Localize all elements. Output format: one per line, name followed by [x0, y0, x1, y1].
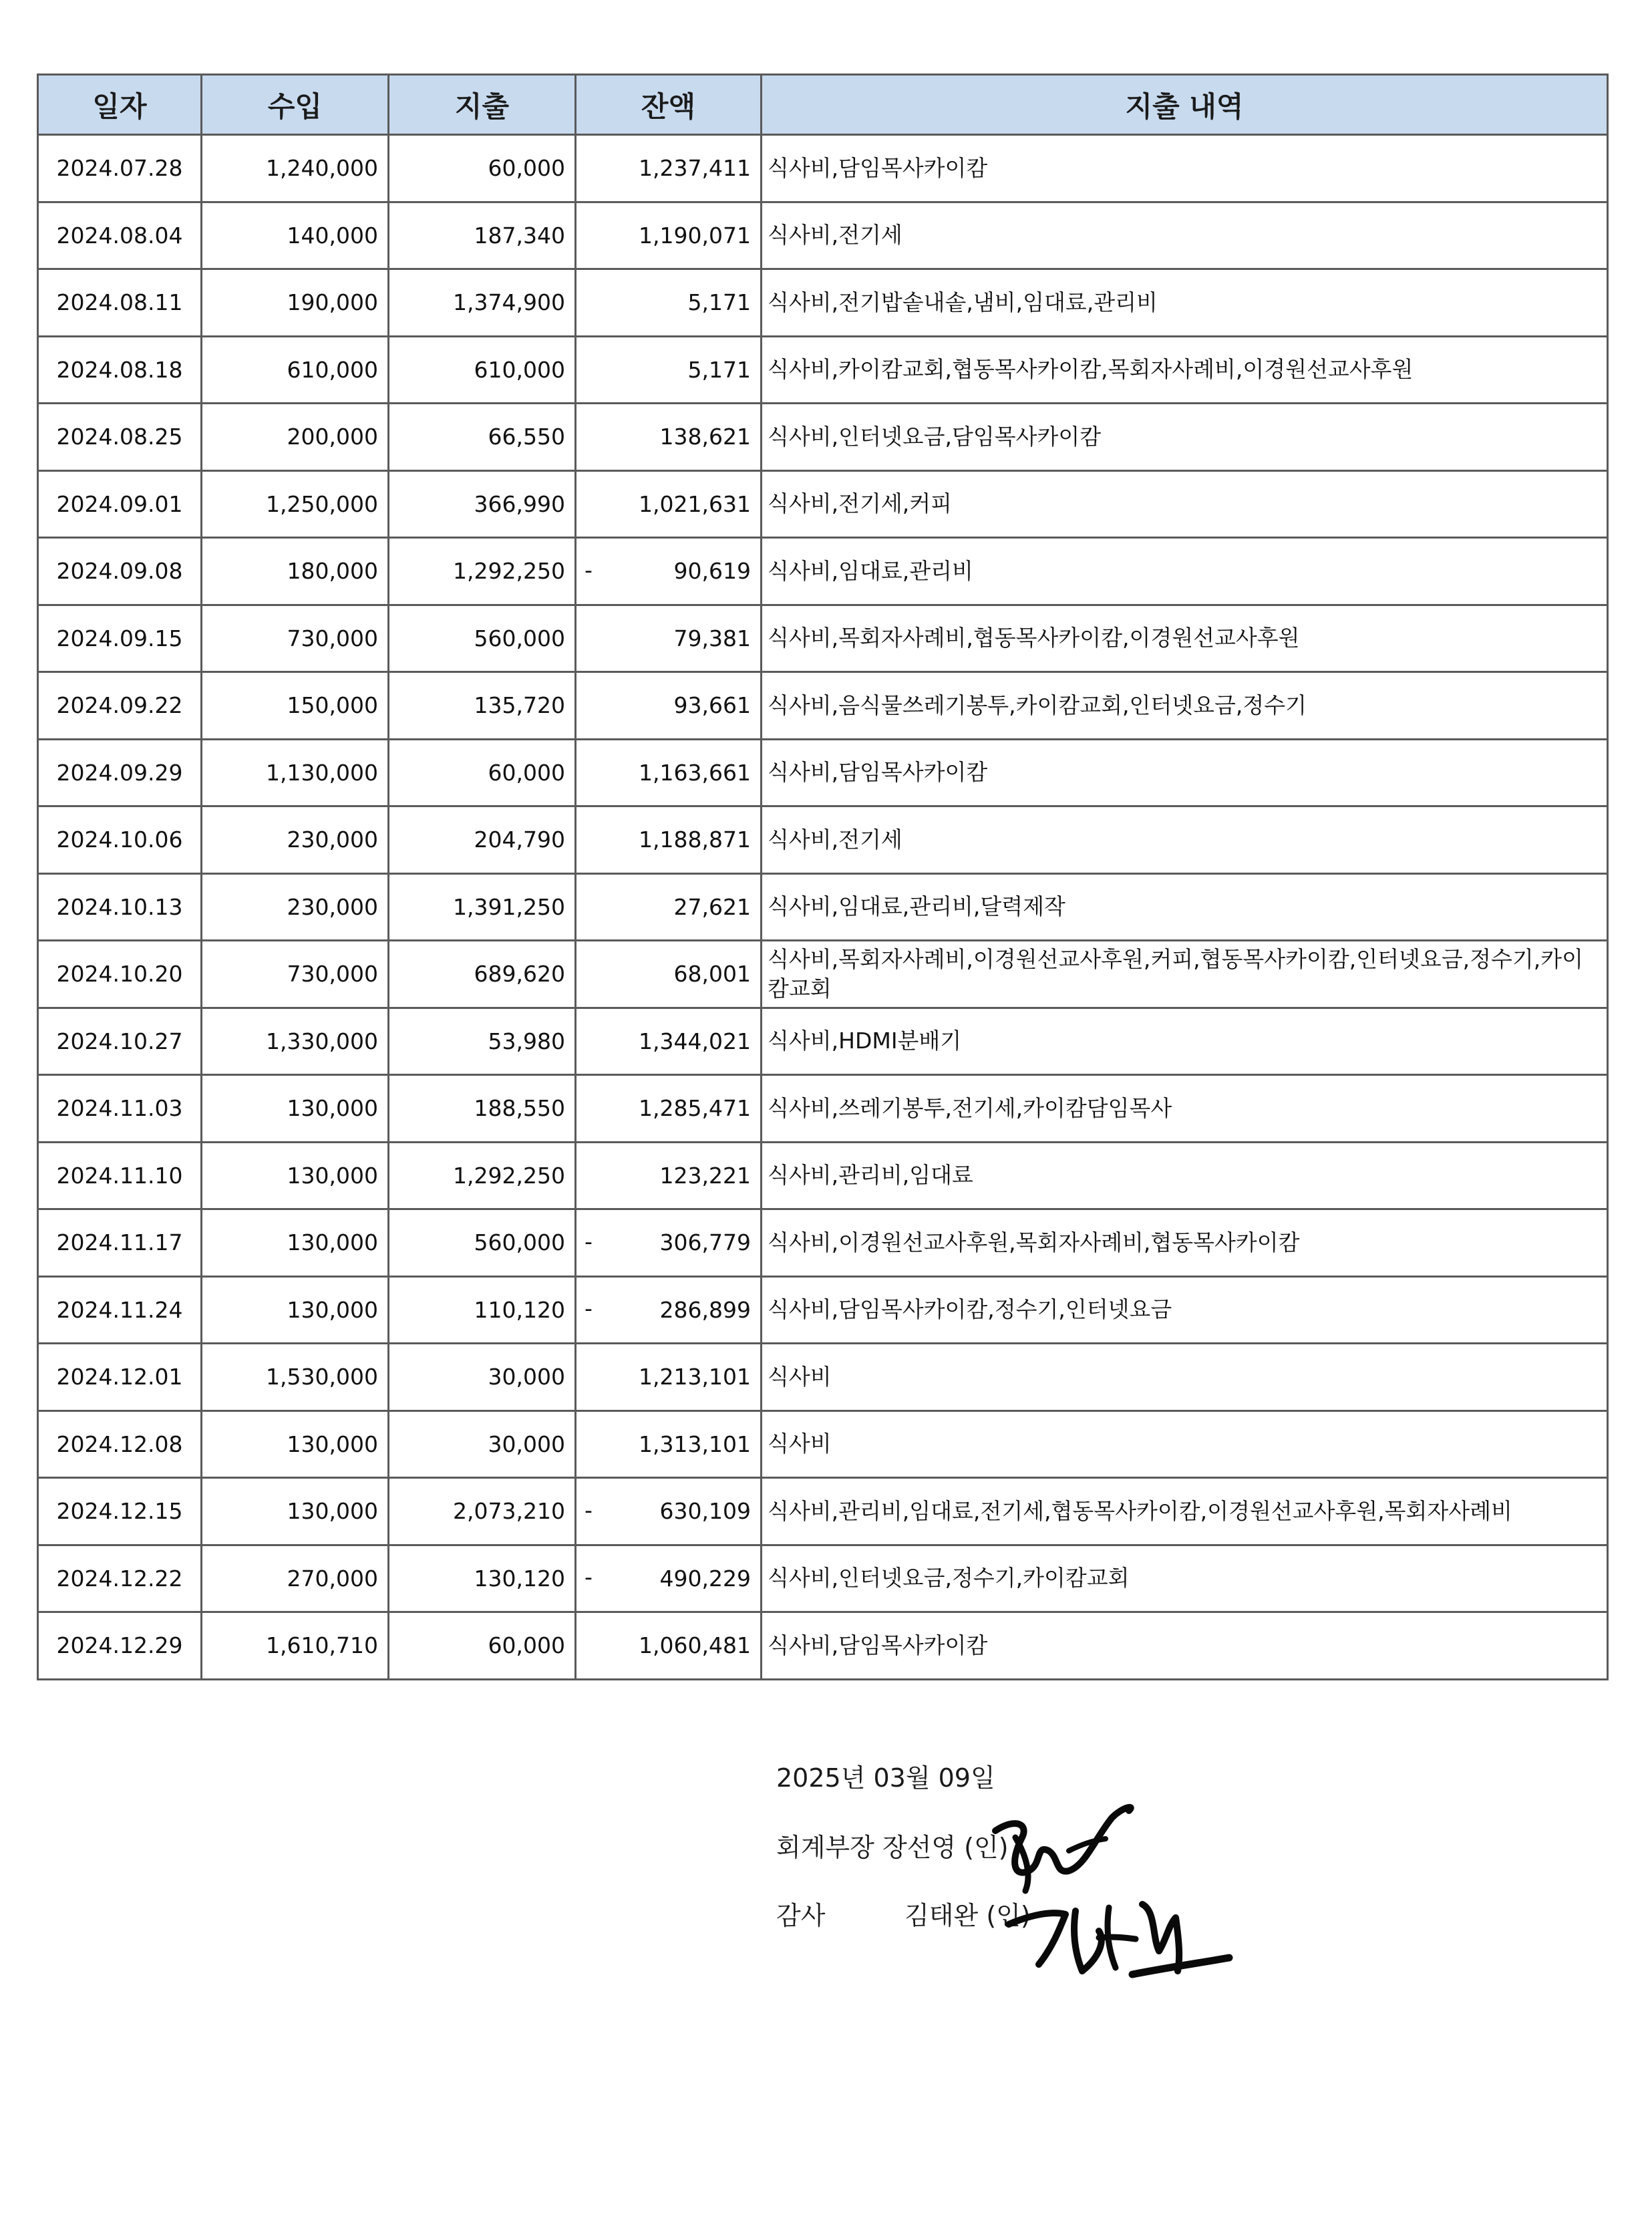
description-cell: 식사비,인터넷요금,담임목사카이캄 [762, 404, 1608, 471]
balance-value: 1,285,471 [639, 1095, 751, 1122]
balance-value: 1,021,631 [639, 490, 751, 517]
income-cell: 270,000 [202, 1545, 389, 1612]
date-cell: 2024.09.08 [38, 538, 202, 605]
table-row [38, 404, 1608, 471]
date-cell: 2024.12.22 [38, 1545, 202, 1612]
income-cell: 230,000 [202, 873, 389, 941]
header-balance: 잔액 [576, 75, 762, 135]
table-row [38, 269, 1608, 337]
table-row [38, 941, 1608, 1008]
date-cell: 2024.10.20 [38, 941, 202, 1008]
date-cell: 2024.09.22 [38, 672, 202, 740]
table-row [38, 1410, 1608, 1478]
income-cell: 130,000 [202, 1410, 389, 1478]
date-cell: 2024.08.11 [38, 269, 202, 337]
description-cell: 식사비,임대료,관리비,달력제작 [762, 873, 1608, 941]
balance-value: 490,229 [659, 1565, 751, 1592]
expense-cell: 53,980 [389, 1008, 576, 1075]
table-row [38, 1008, 1608, 1075]
description-cell: 식사비,담임목사카이캄 [762, 1612, 1608, 1680]
table-row [38, 538, 1608, 605]
balance-value: 5,171 [687, 356, 751, 383]
expense-cell: 1,374,900 [389, 269, 576, 337]
expense-cell: 689,620 [389, 941, 576, 1008]
description-cell: 식사비,HDMI분배기 [762, 1008, 1608, 1075]
date-cell: 2024.10.27 [38, 1008, 202, 1075]
balance-value: 123,221 [659, 1162, 751, 1189]
income-cell: 200,000 [202, 404, 389, 471]
description-cell: 식사비,담임목사카이캄,정수기,인터넷요금 [762, 1276, 1608, 1344]
income-cell: 140,000 [202, 202, 389, 269]
expense-cell: 560,000 [389, 1209, 576, 1277]
auditor-seal: (인) [986, 1901, 1031, 1930]
expense-cell: 1,391,250 [389, 873, 576, 941]
description-cell: 식사비,음식물쓰레기봉투,카이캄교회,인터넷요금,정수기 [762, 672, 1608, 740]
balance-value: 1,237,411 [639, 155, 751, 182]
balance-value: 138,621 [659, 424, 751, 450]
income-cell: 130,000 [202, 1478, 389, 1545]
expense-cell: 135,720 [389, 672, 576, 740]
expense-cell: 610,000 [389, 336, 576, 404]
description-cell: 식사비,카이캄교회,협동목사카이캄,목회자사례비,이경원선교사후원 [762, 336, 1608, 404]
balance-value: 1,060,481 [639, 1632, 751, 1659]
date-cell: 2024.07.28 [38, 135, 202, 202]
balance-cell [576, 1478, 762, 1545]
date-cell: 2024.12.01 [38, 1344, 202, 1411]
balance-cell [576, 404, 762, 471]
date-cell: 2024.11.24 [38, 1276, 202, 1344]
income-cell: 730,000 [202, 941, 389, 1008]
expense-cell: 188,550 [389, 1075, 576, 1143]
balance-cell [576, 605, 762, 672]
expense-cell: 366,990 [389, 470, 576, 538]
balance-cell [576, 470, 762, 538]
balance-cell [576, 739, 762, 806]
balance-value: 630,109 [659, 1498, 751, 1525]
negative-sign: - [585, 1228, 593, 1255]
balance-cell [576, 202, 762, 269]
expense-cell: 30,000 [389, 1410, 576, 1478]
income-cell: 130,000 [202, 1276, 389, 1344]
income-cell: 230,000 [202, 806, 389, 874]
income-cell: 730,000 [202, 605, 389, 672]
expense-cell: 2,073,210 [389, 1478, 576, 1545]
expense-cell: 30,000 [389, 1344, 576, 1411]
expense-cell: 130,120 [389, 1545, 576, 1612]
description-cell: 식사비,전기세,커피 [762, 470, 1608, 538]
balance-value: 1,190,071 [639, 222, 751, 249]
balance-cell [576, 873, 762, 941]
ledger-body [38, 135, 1608, 1680]
header-income: 수입 [202, 75, 389, 135]
auditor-signature [999, 1884, 1239, 1984]
balance-value: 27,621 [673, 893, 751, 920]
header-description: 지출 내역 [762, 75, 1608, 135]
balance-value: 1,344,021 [639, 1028, 751, 1054]
date-cell: 2024.10.06 [38, 806, 202, 874]
balance-value: 1,313,101 [639, 1431, 751, 1457]
expense-cell: 60,000 [389, 739, 576, 806]
expense-cell: 110,120 [389, 1276, 576, 1344]
balance-cell [576, 135, 762, 202]
balance-cell [576, 1075, 762, 1143]
date-cell: 2024.12.29 [38, 1612, 202, 1680]
table-row [38, 1209, 1608, 1277]
balance-value: 79,381 [673, 625, 751, 651]
description-cell: 식사비,관리비,임대료 [762, 1142, 1608, 1209]
table-row [38, 1344, 1608, 1411]
description-cell: 식사비,목회자사례비,이경원선교사후원,커피,협동목사카이캄,인터넷요금,정수기,카이캄교회 [762, 941, 1608, 1008]
income-cell: 1,330,000 [202, 1008, 389, 1075]
income-cell: 130,000 [202, 1075, 389, 1143]
expense-cell: 1,292,250 [389, 1142, 576, 1209]
balance-cell [576, 1142, 762, 1209]
treasurer-name: 장선영 [882, 1833, 957, 1862]
income-cell: 190,000 [202, 269, 389, 337]
treasurer-role: 회계부장 [776, 1833, 874, 1862]
header-date: 일자 [38, 75, 202, 135]
date-cell: 2024.11.10 [38, 1142, 202, 1209]
balance-value: 286,899 [659, 1296, 751, 1323]
balance-cell [576, 1209, 762, 1277]
table-row [38, 336, 1608, 404]
description-cell: 식사비,이경원선교사후원,목회자사례비,협동목사카이캄 [762, 1209, 1608, 1277]
balance-cell [576, 538, 762, 605]
balance-cell [576, 1276, 762, 1344]
description-cell: 식사비,인터넷요금,정수기,카이캄교회 [762, 1545, 1608, 1612]
expense-cell: 66,550 [389, 404, 576, 471]
income-cell: 1,130,000 [202, 739, 389, 806]
balance-cell [576, 1545, 762, 1612]
balance-value: 1,213,101 [639, 1364, 751, 1390]
date-cell: 2024.10.13 [38, 873, 202, 941]
date-cell: 2024.08.25 [38, 404, 202, 471]
balance-value: 93,661 [673, 692, 751, 719]
header-expense: 지출 [389, 75, 576, 135]
auditor-name: 김태완 [904, 1901, 979, 1930]
ledger-table [37, 73, 1609, 1680]
balance-cell [576, 1612, 762, 1680]
table-row [38, 739, 1608, 806]
negative-sign: - [585, 557, 593, 583]
description-cell: 식사비 [762, 1344, 1608, 1411]
balance-value: 306,779 [659, 1229, 751, 1256]
table-row [38, 806, 1608, 874]
table-row [38, 202, 1608, 269]
balance-cell [576, 1008, 762, 1075]
table-row [38, 135, 1608, 202]
date-cell: 2024.09.01 [38, 470, 202, 538]
expense-cell: 60,000 [389, 1612, 576, 1680]
income-cell: 130,000 [202, 1209, 389, 1277]
income-cell: 1,530,000 [202, 1344, 389, 1411]
balance-cell [576, 1344, 762, 1411]
table-row [38, 1075, 1608, 1143]
description-cell: 식사비,전기세 [762, 202, 1608, 269]
treasurer-seal: (인) [964, 1833, 1009, 1862]
table-row [38, 1142, 1608, 1209]
income-cell: 1,250,000 [202, 470, 389, 538]
description-cell: 식사비,담임목사카이캄 [762, 135, 1608, 202]
description-cell: 식사비,담임목사카이캄 [762, 739, 1608, 806]
description-cell: 식사비 [762, 1410, 1608, 1478]
date-cell: 2024.11.03 [38, 1075, 202, 1143]
expense-cell: 560,000 [389, 605, 576, 672]
balance-cell [576, 1410, 762, 1478]
balance-value: 68,001 [673, 961, 751, 988]
date-cell: 2024.12.15 [38, 1478, 202, 1545]
income-cell: 1,240,000 [202, 135, 389, 202]
date-cell: 2024.09.29 [38, 739, 202, 806]
date-cell: 2024.09.15 [38, 605, 202, 672]
expense-cell: 204,790 [389, 806, 576, 874]
description-cell: 식사비,전기세 [762, 806, 1608, 874]
balance-cell [576, 672, 762, 740]
description-cell: 식사비,목회자사례비,협동목사카이캄,이경원선교사후원 [762, 605, 1608, 672]
table-row [38, 1478, 1608, 1545]
balance-value: 5,171 [687, 289, 751, 316]
balance-value: 90,619 [673, 558, 751, 585]
negative-sign: - [585, 1295, 593, 1322]
description-cell: 식사비,전기밥솥내솥,냄비,임대료,관리비 [762, 269, 1608, 337]
table-row [38, 1276, 1608, 1344]
description-cell: 식사비,관리비,임대료,전기세,협동목사카이캄,이경원선교사후원,목회자사례비 [762, 1478, 1608, 1545]
date-cell: 2024.08.18 [38, 336, 202, 404]
income-cell: 1,610,710 [202, 1612, 389, 1680]
income-cell: 610,000 [202, 336, 389, 404]
expense-cell: 187,340 [389, 202, 576, 269]
table-row [38, 470, 1608, 538]
income-cell: 180,000 [202, 538, 389, 605]
table-row [38, 672, 1608, 740]
date-cell: 2024.11.17 [38, 1209, 202, 1277]
auditor-line [776, 1895, 1031, 1932]
table-row [38, 1545, 1608, 1612]
balance-value: 1,188,871 [639, 827, 751, 853]
income-cell: 130,000 [202, 1142, 389, 1209]
report-date: 2025년 03월 09일 [776, 1763, 995, 1793]
negative-sign: - [585, 1563, 593, 1590]
description-cell: 식사비,쓰레기봉투,전기세,카이캄담임목사 [762, 1075, 1608, 1143]
description-cell: 식사비,임대료,관리비 [762, 538, 1608, 605]
table-row [38, 873, 1608, 941]
date-cell: 2024.08.04 [38, 202, 202, 269]
auditor-role: 감사 [776, 1901, 826, 1930]
negative-sign: - [585, 1497, 593, 1523]
balance-cell [576, 336, 762, 404]
expense-cell: 1,292,250 [389, 538, 576, 605]
table-row [38, 1612, 1608, 1680]
treasurer-line [776, 1827, 1009, 1864]
date-cell: 2024.12.08 [38, 1410, 202, 1478]
header-row [38, 75, 1608, 135]
expense-cell: 60,000 [389, 135, 576, 202]
table-row [38, 605, 1608, 672]
balance-cell [576, 806, 762, 874]
income-cell: 150,000 [202, 672, 389, 740]
balance-cell [576, 941, 762, 1008]
balance-value: 1,163,661 [639, 759, 751, 786]
balance-cell [576, 269, 762, 337]
